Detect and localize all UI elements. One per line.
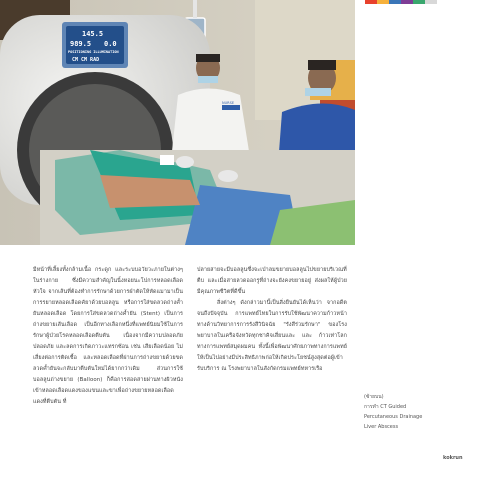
- scanner-display-line1: 145.5: [82, 30, 104, 38]
- color-swatch-bar: [365, 0, 437, 4]
- body-column-1: [33, 265, 183, 408]
- photo-caption: [364, 392, 444, 432]
- caption-line: Percutaneous Drainage: [364, 414, 423, 420]
- swatch: [401, 0, 413, 4]
- caption-line: Liver Abscess: [364, 424, 399, 430]
- caption-line: การทำ CT Guided: [364, 404, 407, 410]
- scanner-display-line3: POSITIONING ILLUMINATION: [68, 50, 119, 54]
- body-paragraph: สิ่งต่างๆ ดังกล่าวมานี้เป็นสิ่งยืนยันได้เห็นว่า จากอดีตจนถึงปัจจุบัน การแพทย์ไทยในการรับใช้พัฒนาความก้าวหน้าทางด้านวิทยาการการรังสีวินิจฉัย "รังสีร่วมรักษา" ของโรงพยาบาลในเครือจังหวัดทุกชาคิจเสี่ยนและ และ ก้าวเท่าโลกทางการแพทย์สมุดผมคน ทั้งนี้เพื่อพัฒนาศักยภาพทางการแพทย์ให้เป็นไปอย่างมีประสิทธิภาพก่อให้เกิดประโยชน์สูงสุดต่อผู้เข้ารับบริการ ณ โรงพยาบาลในสังกัดกรมแพทย์ทหารเรือ: [197, 300, 347, 372]
- scanner-display-line2: 989.5: [70, 40, 92, 48]
- body-paragraph: มีหน้าที่เลี้ยงทั้งกล้ามเนื้อ กระดูก และระบบอวัยวะภายในต่างๆ ในร่างกาย ซึ่งมีความสำคัญในนิ้งหอยนะโปการหลอดเลือดหัวใจ จากเส้นที่ต้องทำการรักษาด้วยการฝ่าตัดให้หัดแมามาเป็นการรยายหลอดเลือดคัยาด้วยบอลลูน หรือการใส่ขดลวดถ่างค้ำยันหลอดเลือด โดยการใส่ขดลวดถ่างค้ำยัน (Stent) เป็นการถ่างขยายเส้นเลือด เป็นอีกทางเลือกหนึ่งที่แพทย์นิยมใช้ในการรักษาผู้ป่วยโรคหลอดเลือดตีบตัน เนื่องจากมีความปลอดภัย ปลอดภัย และลดการเกิดภาวะแทรกซ้อน เช่น เสียเลือดน้อย ไม่เสี่ยงต่อการติดเชื้อ และหลอดเลือดที่ผ่านการถ่างขยายด้วยขดลวดค้ำยันจะกลับมาตีบตันใหม่ได้ยากกว่าเดิม ส่วนการใช้บอลลูนถ่างขยาย (Balloon) ก็คือการสอดสายผ่านทางผิวหนังเข้าหลอดเลือดแดงของแขนและขาเพื่อถ่างขยายหลอดเลือดแดงที่ตีบตัน ที่: [33, 267, 183, 405]
- swatch: [389, 0, 401, 4]
- staff-tag: NURSE: [222, 101, 235, 105]
- scanner-display-line4: CM CM RAD: [72, 57, 100, 63]
- scanner-display-line2b: 0.0: [104, 40, 117, 48]
- body-column-2: [197, 265, 347, 375]
- procedure-photo-illustration: [0, 0, 355, 245]
- page-folio: kokrun: [443, 455, 463, 461]
- swatch: [365, 0, 377, 4]
- swatch: [413, 0, 425, 4]
- body-paragraph: ปลายสายจะมีบอลลูนซึ่งจะเป่าลมขยายบอลลูนไปขยายบริเวณที่ตีบ และเมื่อสายลวดออกรูที่ถ่างจะยังคงขยายอยู่ ส่งผลให้ผู้ป่วยมีคุณภาพชีวิตที่ดีขึ้น: [197, 267, 347, 295]
- procedure-photo: [0, 0, 355, 245]
- swatch: [425, 0, 437, 4]
- caption-line: (ซ้ายบน): [364, 394, 384, 400]
- swatch: [377, 0, 389, 4]
